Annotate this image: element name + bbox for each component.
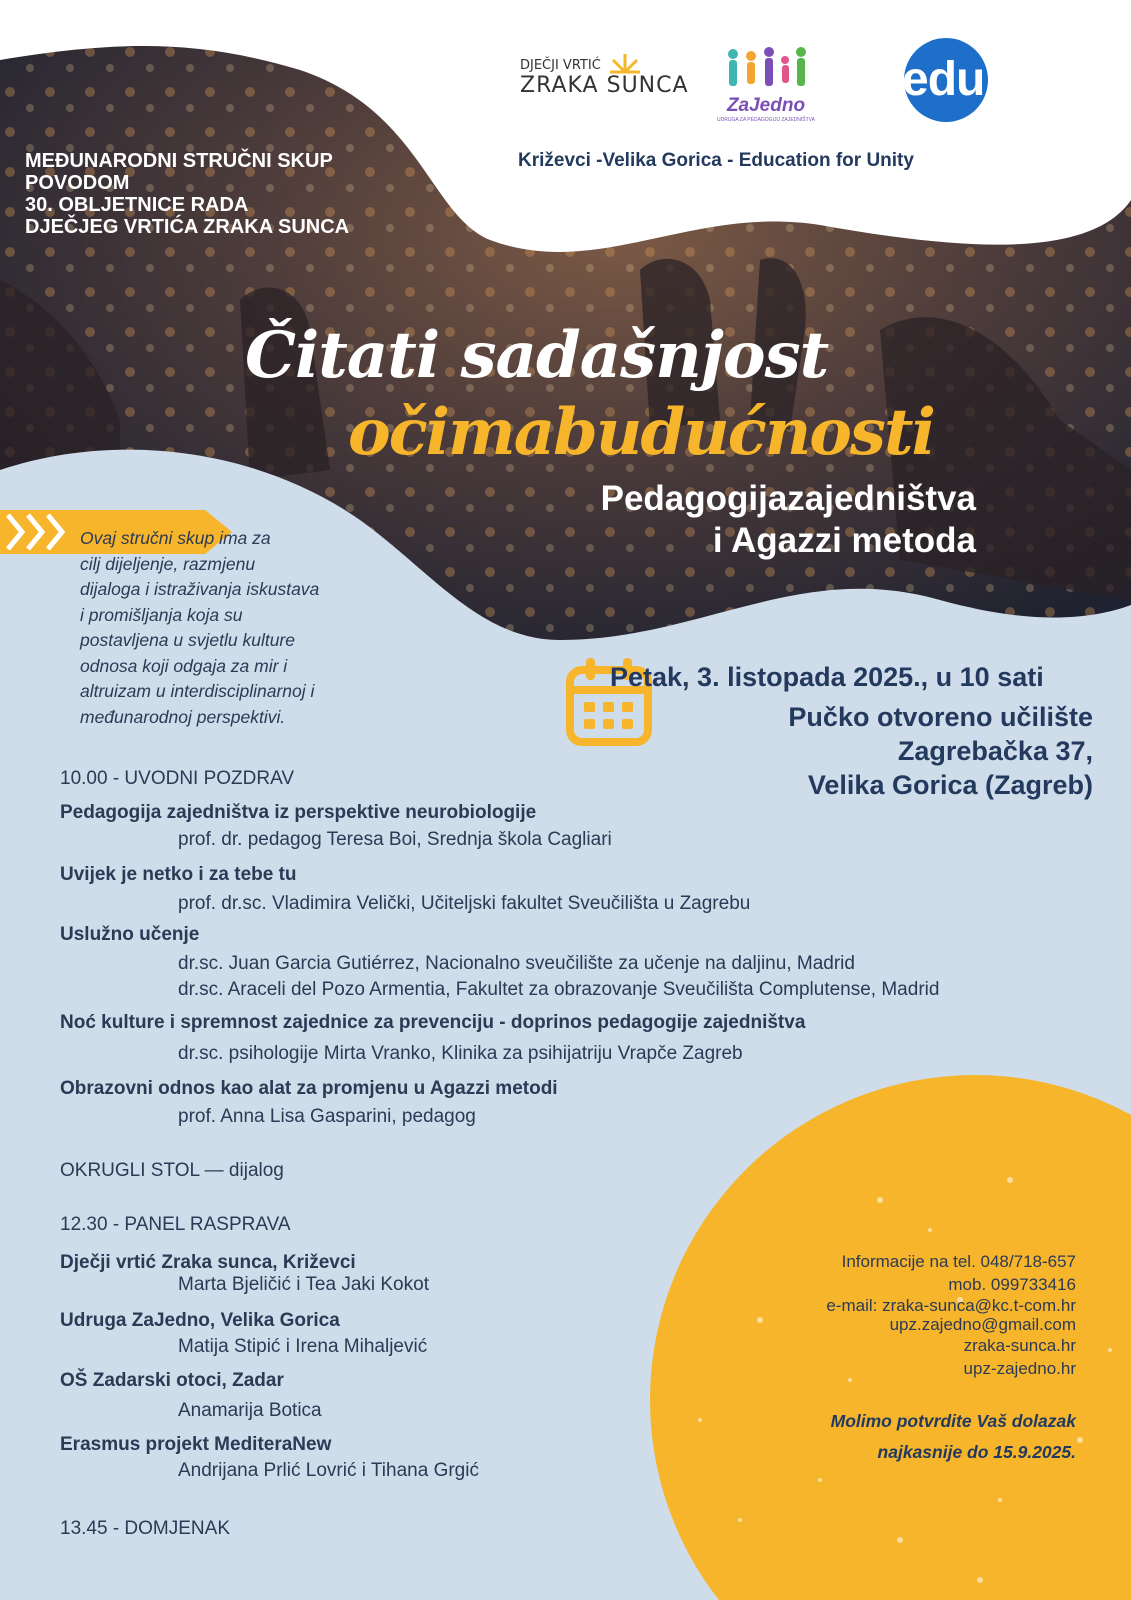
- subtitle-line: i Agazzi metoda: [712, 521, 976, 560]
- contact-email-2[interactable]: upz.zajedno@gmail.com: [889, 1315, 1076, 1334]
- talk-title: Uvijek je netko i za tebe tu: [60, 864, 297, 885]
- round-table: OKRUGLI STOL — dijalog: [60, 1160, 284, 1181]
- partner-cities: Križevci -Velika Gorica - Education for Unity: [518, 150, 914, 171]
- contact-info: [826, 1252, 1076, 1378]
- sun-icon: [608, 52, 642, 82]
- contact-phone: Informacije na tel. 048/718-657: [841, 1252, 1076, 1271]
- zajedno-logo-sub: UDRUGA ZA PEDAGOGIJU ZAJEDNIŠTVA: [717, 117, 815, 123]
- people-icon: [721, 44, 811, 94]
- panelist-names: Marta Bjeličić i Tea Jaki Kokot: [178, 1274, 429, 1295]
- program-opening: 10.00 - UVODNI POZDRAV: [60, 768, 295, 789]
- edu-logo: [898, 36, 1018, 131]
- venue-line: Zagrebačka 37,: [897, 736, 1093, 766]
- event-date: Petak, 3. listopada 2025., u 10 sati: [610, 662, 1044, 692]
- zajedno-logo-text: ZaJedno: [726, 95, 806, 116]
- panelist-names: Anamarija Botica: [178, 1400, 322, 1421]
- program-closing: 13.45 - DOMJENAK: [60, 1518, 230, 1539]
- intro-line: postavljena u svjetlu kulture: [80, 630, 295, 650]
- talk-speaker: prof. dr. pedagog Teresa Boi, Srednja škola Cagliari: [178, 829, 612, 850]
- talk-speaker: prof. dr.sc. Vladimira Velički, Učiteljski fakultet Sveučilišta u Zagrebu: [178, 893, 751, 914]
- intro-line: dijaloga i istraživanja iskustava: [80, 579, 320, 599]
- vrtic-logo-name: ZRAKA SUNCA: [520, 73, 689, 98]
- contact-email[interactable]: e-mail: zraka-sunca@kc.t-com.hr: [826, 1296, 1076, 1315]
- talk-speaker: dr.sc. psihologije Mirta Vranko, Klinika za psihijatriju Vrapče Zagreb: [178, 1043, 743, 1064]
- talk-title: Noć kulture i spremnost zajednice za prevenciju - doprinos pedagogije zajedništva: [60, 1012, 806, 1033]
- intro-line: odnosa koji odgaja za mir i: [80, 655, 288, 676]
- vrtic-logo-top: DJEČJI VRTIĆ: [520, 58, 601, 73]
- panelist-names: Andrijana Prlić Lovrić i Tihana Grgić: [178, 1460, 479, 1481]
- panel-heading: 12.30 - PANEL RASPRAVA: [60, 1214, 291, 1235]
- conference-heading-line: DJEČJEG VRTIĆA ZRAKA SUNCA: [25, 216, 350, 238]
- rsvp-line: najkasnije do 15.9.2025.: [877, 1442, 1076, 1462]
- talk-title: Uslužno učenje: [60, 924, 200, 945]
- intro-paragraph: [80, 526, 410, 730]
- talk-speaker: prof. Anna Lisa Gasparini, pedagog: [178, 1106, 476, 1127]
- zajedno-logo: [716, 44, 816, 123]
- intro-line: cilj dijeljenje, razmjenu: [80, 553, 256, 574]
- rsvp-note: [831, 1406, 1076, 1468]
- talk-title: Obrazovni odnos kao alat za promjenu u Agazzi metodi: [60, 1078, 558, 1099]
- contact-website[interactable]: zraka-sunca.hr: [963, 1336, 1076, 1355]
- intro-line: Ovaj stručni skup ima za: [80, 528, 271, 548]
- edu-logo-text: edu: [902, 53, 985, 106]
- title-line-1: Čitati sadašnjost: [245, 318, 829, 393]
- contact-mobile: mob. 099733416: [948, 1275, 1076, 1294]
- contact-website-2[interactable]: upz-zajedno.hr: [963, 1359, 1076, 1378]
- venue-line: Pučko otvoreno učilište: [788, 702, 1093, 732]
- talk-speaker: dr.sc. Juan Garcia Gutiérrez, Nacionalno sveučilište za učenje na daljinu, Madrid: [178, 953, 855, 974]
- event-venue: [788, 700, 1093, 802]
- intro-line: altruizam u interdisciplinarnoj i: [80, 681, 315, 701]
- panelist-org: Udruga ZaJedno, Velika Gorica: [60, 1310, 340, 1331]
- panelist-org: Erasmus projekt MediteraNew: [60, 1434, 332, 1455]
- venue-line: Velika Gorica (Zagreb): [807, 770, 1093, 800]
- vrtic-logo: [520, 58, 689, 98]
- intro-line: međunarodnoj perspektivi.: [80, 706, 286, 727]
- conference-heading: [25, 150, 445, 238]
- talk-title: Pedagogija zajedništva iz perspektive neurobiologije: [60, 802, 537, 823]
- subtitle-line: Pedagogijazajedništva: [600, 479, 976, 518]
- talk-speaker: dr.sc. Araceli del Pozo Armentia, Fakultet za obrazovanje Sveučilišta Complutense, Madrid: [178, 979, 940, 1000]
- title-line-2: očimabudućnosti: [348, 395, 934, 470]
- conference-heading-line: POVODOM: [25, 172, 130, 194]
- intro-line: i promišljanja koja su: [80, 604, 243, 625]
- conference-heading-line: 30. OBLJETNICE RADA: [25, 194, 249, 216]
- conference-heading-line: MEĐUNARODNI STRUČNI SKUP: [25, 150, 333, 172]
- subtitle: [601, 478, 976, 562]
- panelist-names: Matija Stipić i Irena Mihaljević: [178, 1336, 428, 1357]
- panelist-org: OŠ Zadarski otoci, Zadar: [60, 1370, 284, 1391]
- panelist-org: Dječji vrtić Zraka sunca, Križevci: [60, 1252, 356, 1273]
- rsvp-line: Molimo potvrdite Vaš dolazak: [830, 1411, 1076, 1431]
